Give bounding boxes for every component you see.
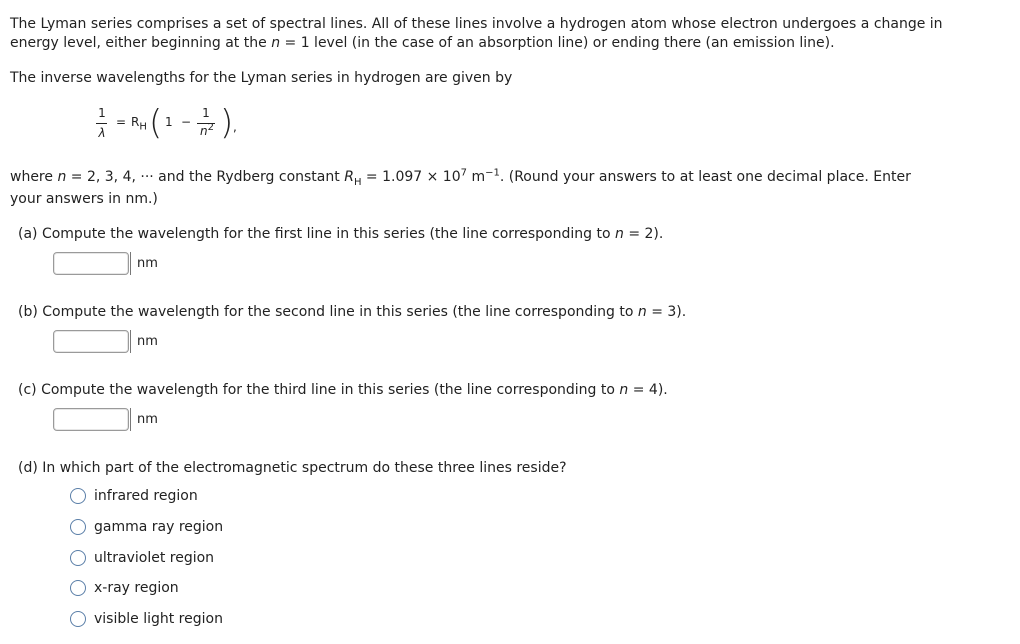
answer-c-unit: nm <box>130 408 158 431</box>
answer-a-unit: nm <box>130 252 158 275</box>
lhs-denominator: λ <box>98 126 106 140</box>
option-label: x-ray region <box>94 580 179 596</box>
question-b-text: (b) Compute the wavelength for the second line in this series (the line corresponding to n = 3). <box>18 304 687 320</box>
radio-button[interactable] <box>70 611 86 627</box>
intro-line-1: The Lyman series comprises a set of spectral lines. All of these lines involve a hydrogen atom whose electron undergoes a change in <box>10 16 943 32</box>
rhs-numerator: 1 <box>202 106 210 120</box>
comma: , <box>233 120 237 134</box>
option-x-ray[interactable] <box>70 578 179 598</box>
answer-c-input[interactable] <box>53 408 129 431</box>
where-line-2: your answers in nm.) <box>10 191 158 207</box>
rydberg-equation <box>90 104 270 146</box>
lhs-numerator: 1 <box>98 106 106 120</box>
radio-button[interactable] <box>70 580 86 596</box>
equals-sign: = <box>116 115 127 129</box>
option-visible-light[interactable] <box>70 609 223 629</box>
radio-button[interactable] <box>70 550 86 566</box>
intro-line-2: energy level, either beginning at the n = 1 level (in the case of an absorption line) or ending there (an emission line). <box>10 35 835 51</box>
one: 1 <box>165 115 173 129</box>
left-paren: ( <box>149 103 163 143</box>
answer-b-unit: nm <box>130 330 158 353</box>
right-paren: ) <box>220 103 234 143</box>
answer-a-input[interactable] <box>53 252 129 275</box>
option-label: ultraviolet region <box>94 550 215 566</box>
lhs-fraction-bar <box>96 123 107 124</box>
intro-line-3: The inverse wavelengths for the Lyman series in hydrogen are given by <box>10 70 513 86</box>
minus-sign: − <box>181 115 192 129</box>
option-label: infrared region <box>94 488 198 504</box>
option-label: visible light region <box>94 611 223 627</box>
answer-b-input[interactable] <box>53 330 129 353</box>
radio-button[interactable] <box>70 519 86 535</box>
question-a-text: (a) Compute the wavelength for the first line in this series (the line corresponding to n = 2). <box>18 226 664 242</box>
option-ultraviolet[interactable] <box>70 548 214 568</box>
question-d-text: (d) In which part of the electromagnetic spectrum do these three lines reside? <box>18 460 567 476</box>
option-label: gamma ray region <box>94 519 224 535</box>
rydberg-symbol: $R_H$ <box>131 115 147 133</box>
question-c-text: (c) Compute the wavelength for the third line in this series (the line corresponding to n = 4). <box>18 382 668 398</box>
option-infrared[interactable] <box>70 486 198 506</box>
rhs-denominator: $n^2$ <box>200 122 214 138</box>
radio-button[interactable] <box>70 488 86 504</box>
option-gamma-ray[interactable] <box>70 517 223 537</box>
where-line-1: where n = 2, 3, 4, ··· and the Rydberg constant $R_H = 1.097 \times 10^7$ $m^{-1}$. (Round your answers to at least one decimal place. Enter <box>10 167 911 188</box>
